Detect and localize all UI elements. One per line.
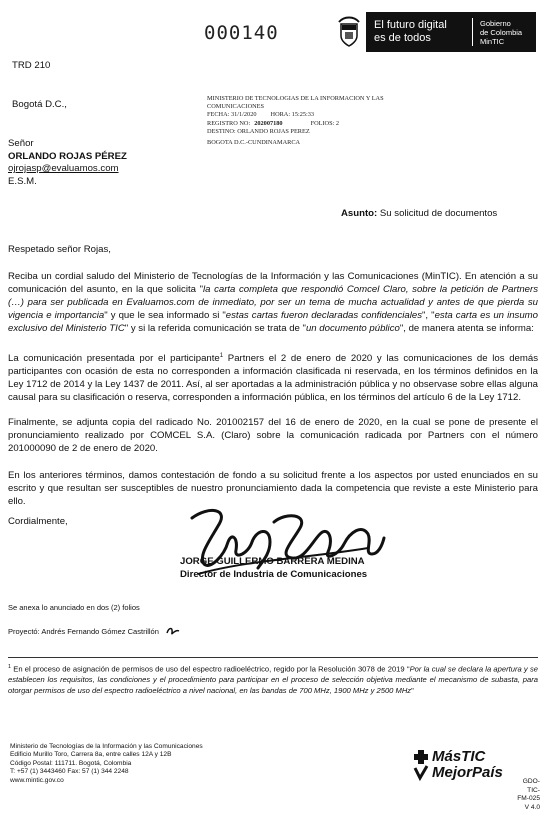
paragraph-2 (8, 350, 538, 404)
stamp-registro-label: REGISTRO NO: (207, 119, 251, 127)
recipient-esm: E.S.M. (8, 175, 37, 187)
footer-line3: Código Postal: 111711. Bogotá, Colombia (10, 759, 132, 767)
paragraph-4: En los anteriores términos, damos contestación de fondo a su solicitud frente a los aspectos por usted enunciados en su escrito y que resultan ser susceptibles de nuestro pronunciamiento dada la competencia que reviste a este Ministerio para ello. (8, 470, 538, 507)
stamp-line1: MINISTERIO DE TECNOLOGIAS DE LA INFORMACION Y LAS (207, 95, 384, 102)
stamp-lugar: BOGOTA D.C.-CUNDINAMARCA (207, 139, 301, 147)
gov-line1: Gobierno (480, 18, 511, 28)
brand-slogan-line2: es de todos (374, 32, 431, 44)
footnote-text-b: Por la cual se declara la apertura y se establecen los requisitos, las condiciones y el procedimiento para participar en el proceso de selección objetiva mediante el mecanismo de subasta, para otorgar permisos de uso del espectro radioeléctrico a nivel nacional, en las bandas de 700 MHz, 1900 MHz y 2500 MHz (8, 664, 538, 695)
document-code (508, 778, 540, 812)
p1-text-e: ", " (422, 310, 435, 321)
subject-text: Su solicitud de documentos (379, 208, 498, 219)
stamp-registro-value: 202007180 (254, 119, 283, 127)
radicado-number: 000140 (204, 22, 279, 44)
signer-title: Director de Industria de Comunicaciones (180, 568, 368, 580)
p2-footnote-ref[interactable]: 1 (219, 353, 224, 359)
code-line3: FM-025 (517, 795, 540, 802)
p1-quote-f: esta carta es un insumo exclusivo del Ministerio TIC (8, 310, 538, 334)
footnote-text-c: " (411, 685, 414, 695)
footnote (8, 662, 538, 696)
mastic-line2: MejorPaís (432, 764, 503, 781)
recipient-email-link[interactable]: ojrojasp@evaluamos.com (8, 163, 119, 174)
p1-text-a: Reciba un cordial saludo del Ministerio de Tecnologías de la Información y las Comunicaciones (MinTIC). En atención a su comunicación del asunto, en la que solicita " (8, 271, 538, 295)
footer-address (10, 743, 203, 785)
brand-slogan-line1: El futuro digital (374, 19, 447, 31)
footer-line2: Edificio Murillo Toro, Carrera 8a, entre calles 12A y 12B (10, 751, 172, 759)
p2-text-a: La comunicación presentada por el participante (8, 353, 220, 365)
mastic-plus-icon (413, 748, 429, 782)
signer-block (180, 556, 367, 581)
signer-name: JORGE GUILLERMO BARRERA MEDINA (180, 556, 365, 567)
brand-block (366, 12, 536, 52)
gov-line2: de Colombia (480, 27, 523, 37)
recipient-block (8, 138, 127, 188)
trd-code: TRD 210 (12, 60, 51, 71)
code-line2: TIC- (527, 786, 540, 794)
footnote-separator (8, 657, 538, 658)
mastic-logo (413, 748, 503, 782)
footer-line4: T: +57 (1) 3443460 Fax: 57 (1) 344 2248 (10, 768, 129, 776)
code-line1: GDO- (522, 778, 540, 785)
paragraph-3: Finalmente, se adjunta copia del radicado No. 201002157 del 16 de enero de 2020, en la cual se pone de presente el pronunciamiento realizado por COMCEL S.A. (Claro) sobre la comunicación radicada por Partners con el número 201000090 de 2 de enero de 2020. (8, 417, 538, 454)
p1-text-c: " y que le sea informado si " (104, 310, 226, 321)
p1-text-i: ", de manera atenta se informa: (399, 323, 534, 334)
stamp-line2: COMUNICACIONES (207, 103, 265, 111)
p1-quote-d: estas cartas fueron declaradas confidenciales (225, 310, 423, 321)
mastic-line1: MásTIC (432, 748, 486, 765)
code-line4: V 4.0 (524, 803, 540, 811)
footer-website-link[interactable]: www.mintic.gov.co (10, 776, 64, 784)
p1-text-g: " y si la referida comunicación se trata de " (124, 323, 306, 334)
annex-note: Se anexa lo anunciado en dos (2) folios (8, 603, 140, 612)
city-date: Bogotá D.C., (12, 99, 67, 110)
projected-text: Proyectó: Andrés Fernando Gómez Castrillón (8, 626, 159, 636)
colombia-shield-icon (336, 14, 362, 48)
recipient-salutation: Señor (8, 138, 34, 149)
stamp-hora: HORA: 15:25:33 (270, 111, 315, 119)
initials-scribble-icon (165, 625, 181, 637)
subject-label: Asunto: (341, 208, 378, 219)
stamp-destino: DESTINO: ORLANDO ROJAS PEREZ (207, 127, 310, 135)
subject (341, 208, 497, 221)
footer-line1: Ministerio de Tecnologías de la Información y las Comunicaciones (10, 743, 203, 750)
radicado-stamp (207, 95, 427, 147)
p1-quote-h: un documento público (305, 323, 400, 334)
closing: Cordialmente, (8, 516, 68, 527)
projected-by (8, 625, 181, 637)
paragraph-1 (8, 270, 538, 335)
p2-text-b: Partners el 2 de enero de 2020 y las comunicaciones de los demás participantes con ocasión de esta no corresponden a información clasificada ni reservada, en los términos definidos en la Ley 1712 de 2014 y la Ley 1437 de 2011. Así, al ser aportadas a la administración pública y no observase sobre ellas alguna causal para su clasificación o reserva, corresponden a información pública, en los términos del artículo 6 de la Ley 1712. (8, 353, 538, 404)
gov-line3: MinTIC (480, 36, 505, 46)
footnote-text-a: En el proceso de asignación de permisos de uso del espectro radioeléctrico, regido por la Resolución 3078 de 2019 " (11, 664, 410, 674)
stamp-fecha: FECHA: 31/1/2020 (207, 111, 257, 119)
footnote-mark: 1 (8, 664, 12, 670)
p1-quote-b: la carta completa que respondió Comcel Claro, sobre la petición de Partners (…) para ser publicada en Evaluamos.com de inmediato, por ser un tema de mucha actualidad y antes de que pierda su vigencia e importancia (8, 284, 539, 321)
recipient-name: ORLANDO ROJAS PÉREZ (8, 150, 127, 162)
greeting: Respetado señor Rojas, (8, 244, 111, 255)
stamp-folios: FOLIOS: 2 (310, 119, 340, 127)
